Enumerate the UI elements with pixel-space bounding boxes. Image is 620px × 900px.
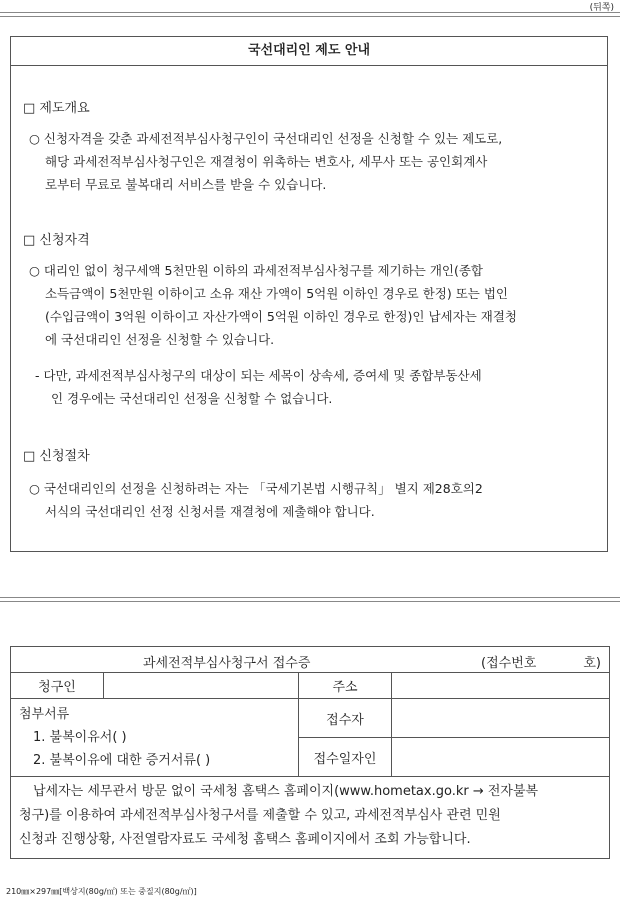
address-value[interactable]: [392, 673, 610, 699]
section-heading-overview: □ 제도개요: [23, 101, 90, 116]
receipt-number-label: (접수번호: [481, 656, 537, 671]
receipt-number-suffix: 호): [583, 656, 601, 671]
receipt-info-cell: [11, 777, 610, 859]
receiver-label: 접수자: [299, 699, 392, 738]
exception-line: 인 경우에는 국선대리인 선정을 신청할 수 없습니다.: [51, 391, 333, 406]
eligibility-line: ○ 대리인 없이 청구세액 5천만원 이하의 과세전적부심사청구를 제기하는 개인(종합: [29, 263, 484, 278]
info-line: 납세자는 세무관서 방문 없이 국세청 홈택스 홈페이지(www.hometax.go.kr → 전자불복: [33, 784, 539, 799]
eligibility-line: (수입금액이 3억원 이하이고 자산가액이 5억원 이하인 경우로 한정)인 납세자는 재결청: [45, 309, 517, 324]
eligibility-exception: [35, 364, 599, 410]
receipt-title-row: [11, 647, 610, 673]
procedure-line: ○ 국선대리인의 선정을 신청하려는 자는 「국세기본법 시행규칙」 별지 제28호의2: [29, 481, 483, 496]
section-heading-procedure: □ 신청절차: [23, 449, 90, 464]
applicant-value[interactable]: [104, 673, 299, 699]
exception-line: - 다만, 과세전적부심사청구의 대상이 되는 세목이 상속세, 증여세 및 종합부동산세: [35, 368, 482, 383]
receipt-table: [10, 646, 610, 859]
attachment-item: 1. 불복이유서( ): [33, 730, 127, 745]
receiver-value[interactable]: [392, 699, 610, 738]
procedure-paragraph: [29, 477, 599, 523]
applicant-label: 청구인: [11, 673, 104, 699]
eligibility-paragraph: [29, 259, 599, 351]
overview-line: 해당 과세전적부심사청구인은 재결청이 위촉하는 변호사, 세무사 또는 공인회계사: [45, 154, 488, 169]
section-heading-eligibility: □ 신청자격: [23, 233, 90, 248]
info-line: 신청과 진행상황, 사전열람자료도 국세청 홈택스 홈페이지에서 조회 가능합니다.: [19, 832, 471, 847]
eligibility-line: 에 국선대리인 선정을 신청할 수 있습니다.: [45, 332, 275, 347]
attachments-cell: [11, 699, 299, 777]
info-line: 청구)를 이용하여 과세전적부심사청구서를 제출할 수 있고, 과세전적부심사 관련 민원: [19, 808, 501, 823]
attachment-item: 2. 불복이유에 대한 증거서류( ): [33, 753, 211, 768]
notice-box: [10, 36, 608, 552]
back-side-label: (뒤쪽): [589, 3, 614, 13]
procedure-line: 서식의 국선대리인 선정 신청서를 재결청에 제출해야 합니다.: [45, 504, 375, 519]
overview-paragraph: [29, 127, 599, 196]
received-date-value[interactable]: [392, 738, 610, 777]
address-label: 주소: [299, 673, 392, 699]
notice-title: 국선대리인 제도 안내: [11, 37, 607, 66]
overview-line: 로부터 무료로 불복대리 서비스를 받을 수 있습니다.: [45, 177, 327, 192]
attachments-label: 첨부서류: [19, 707, 70, 722]
eligibility-line: 소득금액이 5천만원 이하이고 소유 재산 가액이 5억원 이하인 경우로 한정) 또는 법인: [45, 286, 508, 301]
receipt-title: 과세전적부심사청구서 접수증: [143, 656, 311, 671]
overview-line: ○ 신청자격을 갖춘 과세전적부심사청구인이 국선대리인 선정을 신청할 수 있는 제도로,: [29, 131, 503, 146]
cut-divider: [0, 597, 620, 602]
received-date-label: 접수일자인: [299, 738, 392, 777]
paper-spec-footer: 210㎜×297㎜[백상지(80g/㎡) 또는 중질지(80g/㎡)]: [6, 887, 197, 896]
top-divider: [0, 12, 620, 17]
